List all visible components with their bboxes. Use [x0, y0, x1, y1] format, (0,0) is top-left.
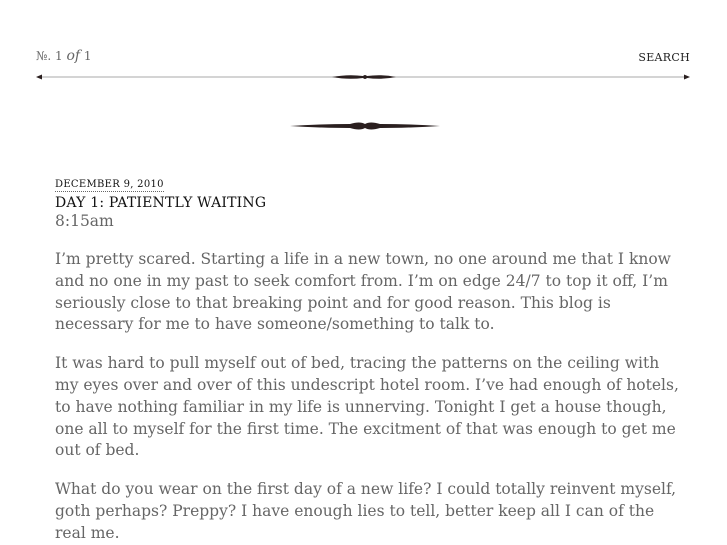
- post-counter: [36, 48, 92, 64]
- post-paragraph: It was hard to pull myself out of bed, tracing the patterns on the ceiling with my eyes over and over of this undescript hotel room. I’ve had enough of hotels, to have nothing familiar in my life is unnerving. Tonight I get a house though, one all to myself for the first time. The excitment of that was enough to get me out of bed.: [55, 354, 679, 460]
- search-link[interactable]: SEARCH: [638, 51, 690, 64]
- right-arrow-icon: [684, 75, 690, 80]
- header-divider-ornament: [36, 73, 690, 81]
- blog-post: [55, 172, 680, 545]
- post-paragraph: What do you wear on the first day of a new life? I could totally reinvent myself, goth perhaps? Preppy? I have enough lies to tell, better keep all I can of the real me.: [55, 480, 677, 542]
- counter-prefix: №. 1: [36, 49, 63, 63]
- top-navigation-bar: [36, 48, 690, 78]
- left-arrow-icon: [36, 75, 42, 80]
- post-time: 8:15am: [55, 212, 114, 230]
- title-flourish-ornament: [290, 120, 440, 132]
- post-title[interactable]: DAY 1: PATIENTLY WAITING: [55, 195, 267, 211]
- counter-of: of: [66, 48, 81, 64]
- post-paragraph: I’m pretty scared. Starting a life in a new town, no one around me that I know and no one in my past to seek comfort from. I’m on edge 24/7 to top it off, I’m seriously close to that breaking point and for good reason. This blog is necessary for me to have someone/something to talk to.: [55, 250, 671, 334]
- center-flourish-icon: [332, 75, 396, 79]
- post-date-link[interactable]: DECEMBER 9, 2010: [55, 179, 164, 190]
- counter-total: 1: [83, 49, 92, 63]
